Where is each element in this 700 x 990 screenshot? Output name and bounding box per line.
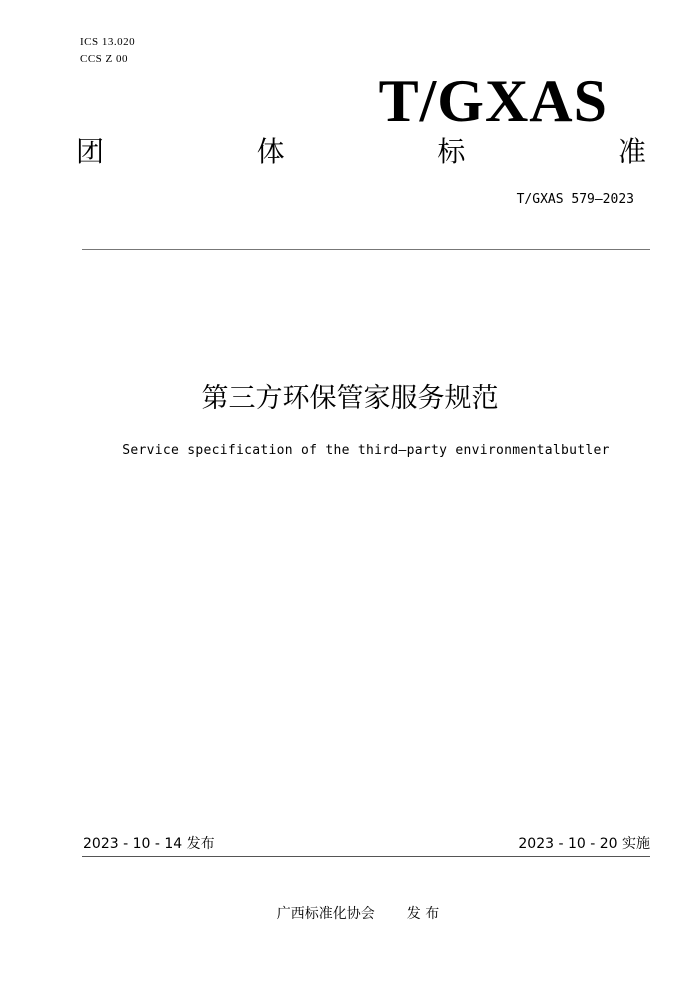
ics-code: ICS 13.020 (80, 36, 136, 48)
publisher-name: 广西标准化协会 (276, 906, 375, 922)
standard-type-char: 体 (256, 135, 285, 168)
publish-label: 发 布 (406, 906, 440, 922)
publisher-line (0, 904, 700, 924)
standard-number: T/GXAS 579—2023 (516, 192, 634, 207)
classification-codes (80, 34, 135, 68)
standard-type-char: 团 (76, 135, 105, 168)
ccs-code: CCS Z 00 (80, 53, 129, 65)
footer-divider (82, 856, 650, 857)
implementation-date: 2023 - 10 - 20 实施 (518, 836, 650, 852)
standard-type-heading (76, 133, 646, 171)
title-chinese: 第三方环保管家服务规范 (201, 383, 499, 414)
issue-date: 2023 - 10 - 14 发布 (83, 836, 215, 852)
standard-logo: T/GXAS (378, 68, 608, 134)
title-english: Service specification of the third—party environmentalbutler (122, 443, 610, 458)
standard-type-char: 标 (437, 135, 466, 168)
header-divider (82, 249, 650, 250)
standard-type-char: 准 (617, 135, 646, 168)
